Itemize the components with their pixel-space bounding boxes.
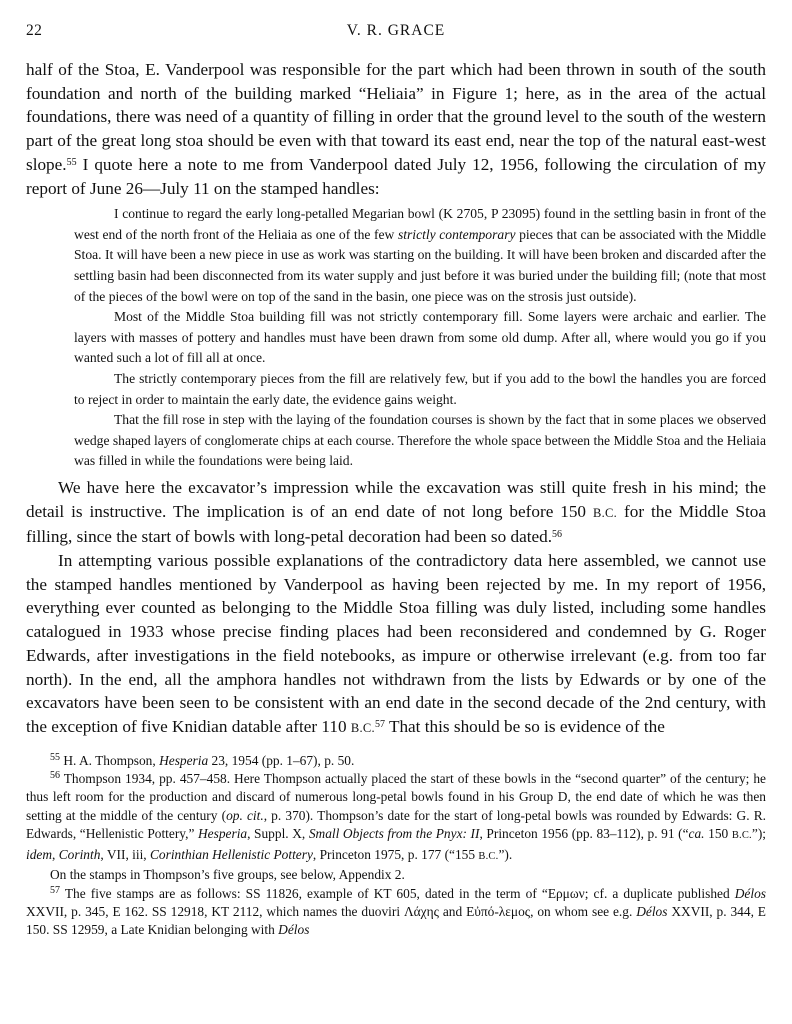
quote-paragraph-3: The strictly contemporary pieces from the fill are relatively few, but if you add to the bowl the handles you are forced to reject in order to maintain the early date, the evidence gains weight. — [74, 370, 766, 407]
paragraph-3: In attempting various possible explanations of the contradictory data here assembled, we cannot use the stamped handles mentioned by Vanderpool as having been rejected by me. In my report of 1956, everything ever counted as belonging to the Middle Stoa filling was duly listed, including some handles catalogued in 1933 whose precise finding places had been reconsidered and condemned by G. Roger Edwards, after investigations in the field notebooks, as impure or otherwise irrelevant (e.g. from too far north). In the end, all the amphora handles not withdrawn from the lists by Edwards or by one of the excavators have been seen to be consistent with an end date in the second decade of the 2nd century, with the exception of five Knidian datable after 110 B.C.$^{57}$ That this should be so is evidence of the — [26, 551, 766, 736]
quote-paragraph-1: I continue to regard the early long-petalled Megarian bowl (K 2705, P 23095) found in the settling basin in front of the west end of the north front of the Heliaia as one of the few strictly contemporary pieces that can be associated with the Middle Stoa. It will have been a new piece in use as work was starting on the building. It will have been broken and discarded after the settling basin had been disconnected from its water supply and just before it was buried under the building fill; (note that most of the pieces of the bowl were on top of the sand in the basin, one piece was on the strosis just outside). — [74, 206, 766, 304]
page-number: 22 — [26, 22, 43, 39]
footnote-56-continuation: On the stamps in Thompson’s five groups, see below, Appendix 2. — [50, 867, 405, 883]
paragraph-1: half of the Stoa, E. Vanderpool was responsible for the part which had been thrown in south of the south foundation and north of the building marked “Heliaia” in Figure 1; here, as in the area of the actual foundations, there was need of a quantity of filling in order that the ground level to the south of the western part of the great long stoa should be even with that toward its east end, near the top of the natural east-west slope.$^{55}$ I quote here a note to me from Vanderpool dated July 12, 1956, following the circulation of my report of June 26—July 11 on the stamped handles: — [26, 60, 766, 198]
quote-paragraph-4: That the fill rose in step with the laying of the foundation courses is shown by the fact that in some places we observed wedge shaped layers of conglomerate chips at each course. Therefore the whole space between the Middle Stoa and the Heliaia was filled in while the foundations were being laid. — [74, 412, 766, 469]
page-body — [26, 58, 766, 940]
paragraph-2: We have here the excavator’s impression while the excavation was still quite fresh in his mind; the detail is instructive. The implication is of an end date of not long before 150 B.C. for the Middle Stoa filling, since the start of bowls with long-petal decoration had been so dated.$^{56}$ — [26, 477, 767, 547]
block-quote — [74, 204, 766, 472]
running-head: V. R. GRACE — [346, 22, 446, 39]
footnote-57: $^{57}$ The five stamps are as follows: SS 11826, example of KT 605, dated in the term of “Ερμων; cf. a duplicate published Délos XXVII, p. 345, E 162. SS 12918, KT 2112, which names the duoviri Λάχης and Εὐπό-λεμος, on whom see e.g. Délos XXVII, p. 344, E 150. SS 12959, a Late Knidian belonging with Délos — [26, 884, 766, 938]
footnote-55: $^{55}$ H. A. Thompson, Hesperia 23, 1954 (pp. 1–67), p. 50. — [50, 751, 355, 768]
footnotes — [26, 752, 766, 940]
footnote-56: $^{56}$ Thompson 1934, pp. 457–458. Here Thompson actually placed the start of these bowls in the “second quarter” of the century; he thus left room for the production and discard of numerous long-petal bowls found in his Group D, the end date of which he was then setting at the middle of the century (op. cit., p. 370). Thompson’s date for the start of long-petal bowls was rounded by Edwards: G. R. Edwards, “Hellenistic Pottery,” Hesperia, Suppl. X, Small Objects from the Pnyx: II, Princeton 1956 (pp. 83–112), p. 91 (“ca. 150 B.C.”); idem, Corinth, VII, iii, Corinthian Hellenistic Pottery, Princeton 1975, p. 177 (“155 B.C.”). — [26, 770, 766, 862]
page-header — [26, 22, 766, 44]
footnote-ref-57[interactable]: 57 — [374, 718, 385, 730]
footnote-ref-56[interactable]: 56 — [552, 529, 562, 541]
footnote-ref-55[interactable]: 55 — [66, 156, 77, 168]
quote-paragraph-2: Most of the Middle Stoa building fill was not strictly contemporary fill. Some layers were archaic and earlier. The layers with masses of pottery and handles must have been drawn from some old dump. After all, where would you go if you wanted such a lot of fill all at once. — [74, 309, 766, 366]
